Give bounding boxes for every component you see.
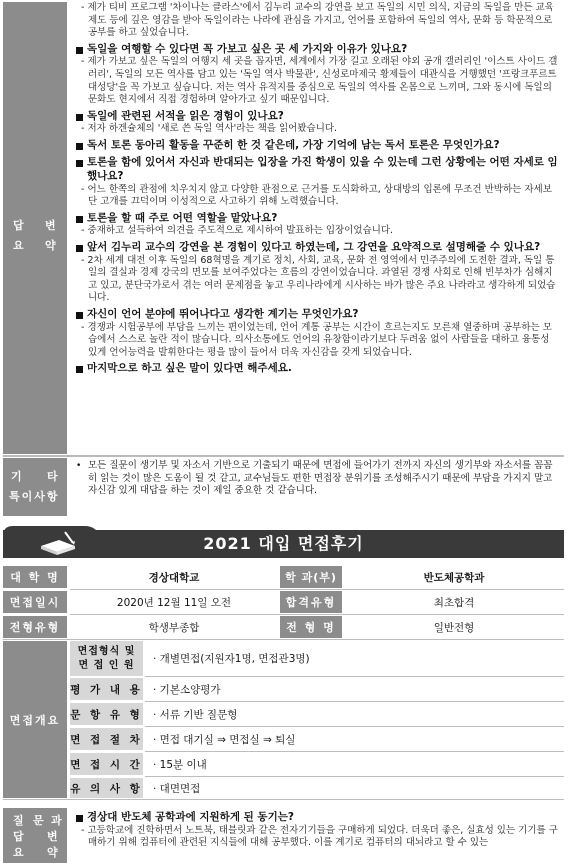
square-bullet-icon: [76, 366, 83, 373]
qa-list: [70, 811, 564, 850]
row-divider: [145, 676, 564, 677]
square-bullet-icon: [76, 245, 83, 252]
question-text: 마지막으로 하고 싶은 말이 있다면 해주세요.: [87, 362, 292, 375]
date-label: 면접일시: [3, 591, 67, 613]
format-value: · 개별면접(지원자1명, 면접관3명): [153, 653, 310, 665]
question: [76, 156, 560, 184]
square-bullet-icon: [76, 160, 83, 167]
label-text: 특이사항: [9, 490, 60, 503]
duration-value: · 15분 이내: [153, 758, 207, 771]
label-char: 기: [11, 470, 22, 483]
format-label: 면접형식 및 면 접 인 원: [70, 641, 143, 676]
type-label: 전형유형: [3, 616, 67, 638]
question-text: 경상대 반도체 공학과에 지원하게 된 동기는?: [87, 811, 294, 823]
misc-label: [3, 458, 67, 516]
answer: - 제가 티비 프로그램 '차이나는 클라스'에서 김누리 교수의 강연을 보고 독일의 시민 의식, 지금의 독일을 만든 교육 제도 등에 깊은 영감을 받아 독일이라는 나라에 관심을 가지고, 언어를 포함하여 독일의 역사, 문화 등 학문적으로 공부를 하고 싶었습니다.: [81, 2, 554, 39]
banner-title: 2021 대입 면접후기: [203, 534, 364, 553]
square-bullet-icon: [76, 143, 83, 150]
row-divider: [145, 776, 564, 777]
eval-label: 평 가 내 용: [70, 678, 143, 700]
label-char: 답: [13, 830, 24, 843]
answer: - 저자 하겐슐체의 '새로 쓴 독일 역사'라는 책을 읽어봤습니다.: [81, 123, 338, 135]
answer: - 어느 한쪽의 관점에 치우치지 않고 다양한 관점으로 근거를 도식화하고, 상대방의 입론에 무조건 반박하는 자세보단 고개를 끄덕이며 이성적으로 사고하기 위해 노력했습니다.: [81, 183, 552, 208]
answer-summary-body: [70, 2, 564, 454]
type-value: 학생부종합: [148, 621, 200, 634]
square-bullet-icon: [76, 312, 83, 319]
question: [76, 241, 560, 255]
label-char: 요: [13, 239, 25, 252]
notes-value: · 대면면접: [153, 782, 201, 795]
square-bullet-icon: [76, 47, 83, 54]
qa-label: [3, 808, 67, 863]
answer-summary-label: [3, 2, 67, 454]
question: [76, 139, 560, 153]
label-char: 약: [47, 846, 58, 859]
result-label: 합격유형: [280, 591, 342, 613]
label-char: 답: [13, 219, 25, 232]
question-text: 독서 토론 동아리 활동을 꾸준히 한 것 같은데, 가장 기억에 남는 독서 토론은 무엇인가요?: [87, 138, 500, 151]
answer: - 고등학교에 진학하면서 노트북, 태블릿과 같은 전자기기들을 구매하게 되었다. 더욱더 좋은, 실효성 있는 기기를 구매하기 위해 컴퓨터에 관련된 지식들에 대해 공부했다. 이를 계기로 컴퓨터의 대뇌라고 할 수 있는: [81, 824, 558, 849]
label-char: 질: [13, 814, 24, 827]
divider: [3, 455, 564, 457]
label-char: 변: [45, 219, 57, 232]
row-divider: [145, 701, 564, 702]
label-char: 타: [47, 470, 58, 483]
result-value: 최초합격: [433, 596, 475, 609]
row-divider: [3, 799, 564, 800]
row-divider: [70, 589, 564, 590]
square-bullet-icon: [76, 815, 83, 822]
question: [76, 362, 560, 376]
dept-label: 학 과(부): [280, 566, 342, 588]
question-text: 자신이 언어 분야에 뛰어나다고 생각한 계기는 무엇인가요?: [87, 307, 359, 320]
date-value: 2020년 12월 11일 오전: [116, 596, 232, 609]
row-divider: [145, 751, 564, 752]
overview-label: 면접개요: [3, 641, 67, 798]
question-text: 토론을 할 때 주로 어떤 역할을 맡았나요?: [87, 211, 278, 224]
procedure-label: 면 접 절 차: [70, 728, 143, 750]
answer: - 2차 세계 대전 이후 독일의 68혁명을 계기로 정치, 사회, 교육, 문화 전 영역에서 민주주의에 도전한 결과, 독일 통일의 결실과 경제 강국의 면모를 보여주었다는 흐름의 강연이었습니다. 과열된 경쟁 사회로 인해 빈부차가 심해지고 있고, 분단국가로서 겪는 여러 문제점을 놓고 우리나라에게 시사하는 바가 많은 주요 나라라고 생각하게 되었습니다.: [81, 254, 556, 304]
university-value: 경상대학교: [148, 571, 200, 584]
question: [76, 212, 560, 226]
question-text: 독일을 여행할 수 있다면 꼭 가보고 싶은 곳 세 가지와 이유가 있나요?: [87, 42, 408, 55]
university-label: 대 학 명: [3, 566, 67, 588]
eval-value: · 기본소양평가: [153, 683, 221, 696]
question: [76, 308, 560, 322]
procedure-value: · 면접 대기실 ⇒ 면접실 ⇒ 퇴실: [153, 733, 296, 746]
track-label: 전 형 명: [280, 616, 342, 638]
row-divider: [145, 726, 564, 727]
question-text: 토론을 함에 있어서 자신과 반대되는 입장을 가진 학생이 있을 수 있는데 그런 상황에는 어떤 자세로 임했나요?: [87, 155, 558, 182]
question: [76, 43, 560, 57]
question-text: 독일에 관련된 서적을 읽은 경험이 있나요?: [87, 109, 284, 122]
answer-list: [70, 2, 564, 376]
question-type-value: · 서류 기반 질문형: [153, 708, 238, 721]
track-value: 일반전형: [433, 621, 475, 634]
duration-label: 면 접 시 간: [70, 753, 143, 775]
question: [76, 110, 560, 124]
question: [76, 811, 560, 825]
label-char: 요: [13, 846, 24, 859]
question-type-label: 문 항 유 형: [70, 703, 143, 725]
answer: - 제가 가보고 싶은 독일의 여행지 세 곳을 꼽자면, 세계에서 가장 길고 오래된 야외 공개 갤러리인 '이스트 사이드 갤러리', 독일의 모든 역사를 담고 있는 '독일 역사 박물관', 신성로마제국 황제들이 대관식을 거행했던 '프랑크푸르트 대성당'을 꼭 가보고 싶습니다. 저는 역사 유적지를 중심으로 독일의 역사를 온몸으로 느끼며, 그와 동시에 독일의 문화도 현지에서 직접 경험하며 알아가고 싶기 때문입니다.: [81, 56, 558, 106]
row-divider: [70, 614, 564, 615]
label-char: 과: [51, 814, 62, 827]
misc-body: [70, 458, 560, 516]
question-text: 앞서 김누리 교수의 강연을 본 경험이 있다고 하였는데, 그 강연을 요약적으로 설명해줄 수 있나요?: [87, 241, 541, 253]
square-bullet-icon: [76, 114, 83, 121]
label-char: 약: [45, 239, 57, 252]
label-char: 변: [47, 830, 58, 843]
qa-body: [70, 808, 564, 863]
answer: - 중재하고 설득하여 의견을 주도적으로 제시하여 발표하는 입장이었습니다.: [81, 225, 394, 237]
square-bullet-icon: [76, 216, 83, 223]
notes-label: 유 의 사 항: [70, 778, 143, 798]
misc-text: 모든 질문이 생기부 및 자소서 기반으로 기출되기 때문에 면접에 들어가기 전까지 자신의 생기부와 자소서를 꼼꼼히 읽는 것이 많은 도움이 될 것 같고, 교수님들도 편한 면접장 분위기를 조성해주시기 때문에 부담을 가지지 말고 자신감 있게 대답을 하는 것이 제일 중요한 것 같습니다.: [88, 460, 553, 497]
dept-value: 반도체공학과: [423, 571, 485, 584]
row-divider: [3, 639, 564, 640]
label-char: 문: [33, 814, 44, 827]
bullet: •: [76, 461, 82, 471]
answer: - 경쟁과 시험공부에 부담을 느끼는 편이었는데, 언어 계통 공부는 시간이 흐르는지도 모른채 열중하며 공부하는 모습에서 스스로 놀란 적이 많습니다. 의사소통에도 언어의 유창함이라기보다 두려움 없이 사람들을 대하고 융통성 있게 언어능력을 발휘한다는 평을 많이 들어서 더욱 자신감을 갖게 되었습니다.: [81, 321, 552, 358]
